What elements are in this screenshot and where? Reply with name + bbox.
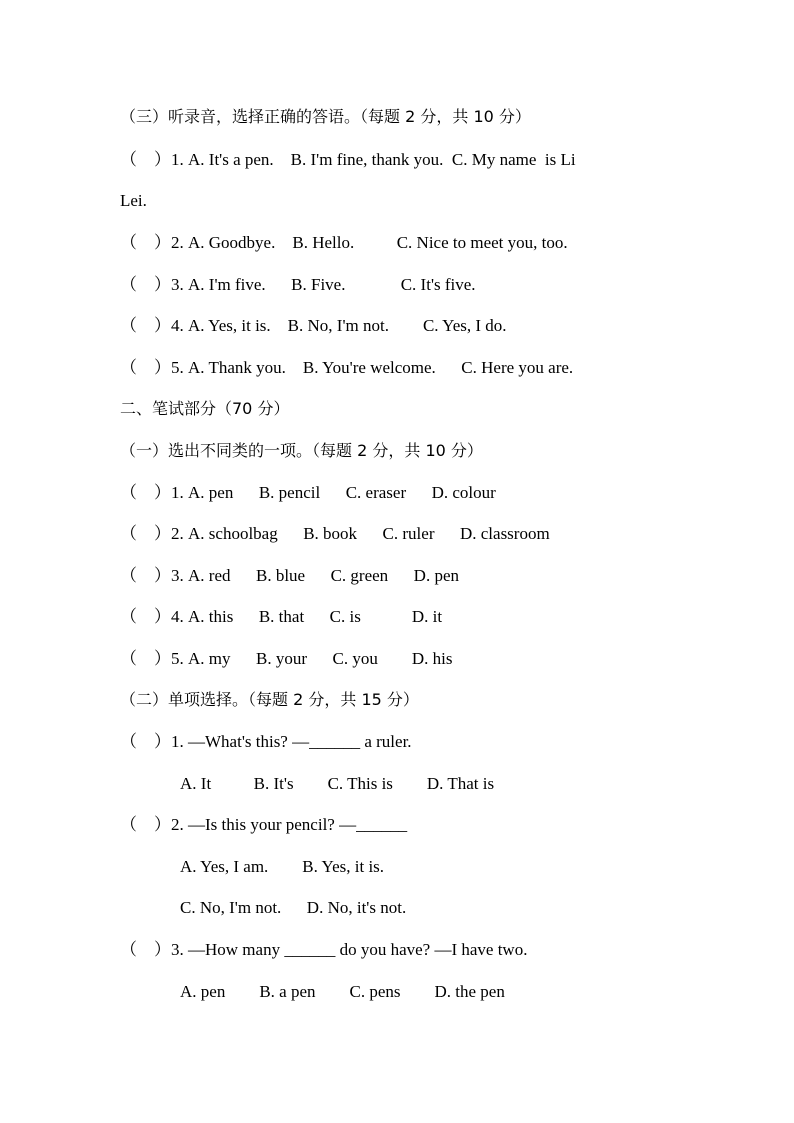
question-line: （ ）4. A. Yes, it is. B. No, I'm not. C. Yes, I do.	[120, 316, 507, 335]
answer-options: A. pen B. a pen C. pens D. the pen	[180, 982, 505, 1001]
question-line: （ ）5. A. Thank you. B. You're welcome. C. Here you are.	[120, 358, 574, 377]
answer-options: A. Yes, I am. B. Yes, it is.	[180, 857, 385, 876]
question-line: （ ）3. A. I'm five. B. Five. C. It's five.	[120, 275, 476, 294]
question-line: （ ）5. A. my B. your C. you D. his	[120, 649, 453, 668]
section-title-written: 二、笔试部分（70 分）	[120, 399, 290, 418]
answer-options: A. It B. It's C. This is D. That is	[180, 774, 495, 793]
question-line: （ ）2. —Is this your pencil? —______	[120, 815, 408, 834]
section-title-listen3: （三）听录音，选择正确的答语。（每题 2 分，共 10 分）	[120, 107, 531, 126]
question-line: （ ）2. A. schoolbag B. book C. ruler D. classroom	[120, 524, 550, 543]
question-line: （ ）4. A. this B. that C. is D. it	[120, 607, 443, 626]
question-line: （ ）1. A. It's a pen. B. I'm fine, thank you. C. My name is Li	[120, 150, 576, 169]
question-line: （ ）3. —How many ______ do you have? —I have two.	[120, 940, 528, 959]
question-line: （ ）1. —What's this? —______ a ruler.	[120, 732, 412, 751]
question-line: （ ）1. A. pen B. pencil C. eraser D. colour	[120, 483, 496, 502]
answer-options: C. No, I'm not. D. No, it's not.	[180, 898, 407, 917]
question-continuation: Lei.	[120, 191, 147, 210]
question-line: （ ）2. A. Goodbye. B. Hello. C. Nice to meet you, too.	[120, 233, 568, 252]
section-title-odd-one: （一）选出不同类的一项。（每题 2 分，共 10 分）	[120, 441, 483, 460]
question-line: （ ）3. A. red B. blue C. green D. pen	[120, 566, 460, 585]
section-title-single-choice: （二）单项选择。（每题 2 分，共 15 分）	[120, 690, 419, 709]
